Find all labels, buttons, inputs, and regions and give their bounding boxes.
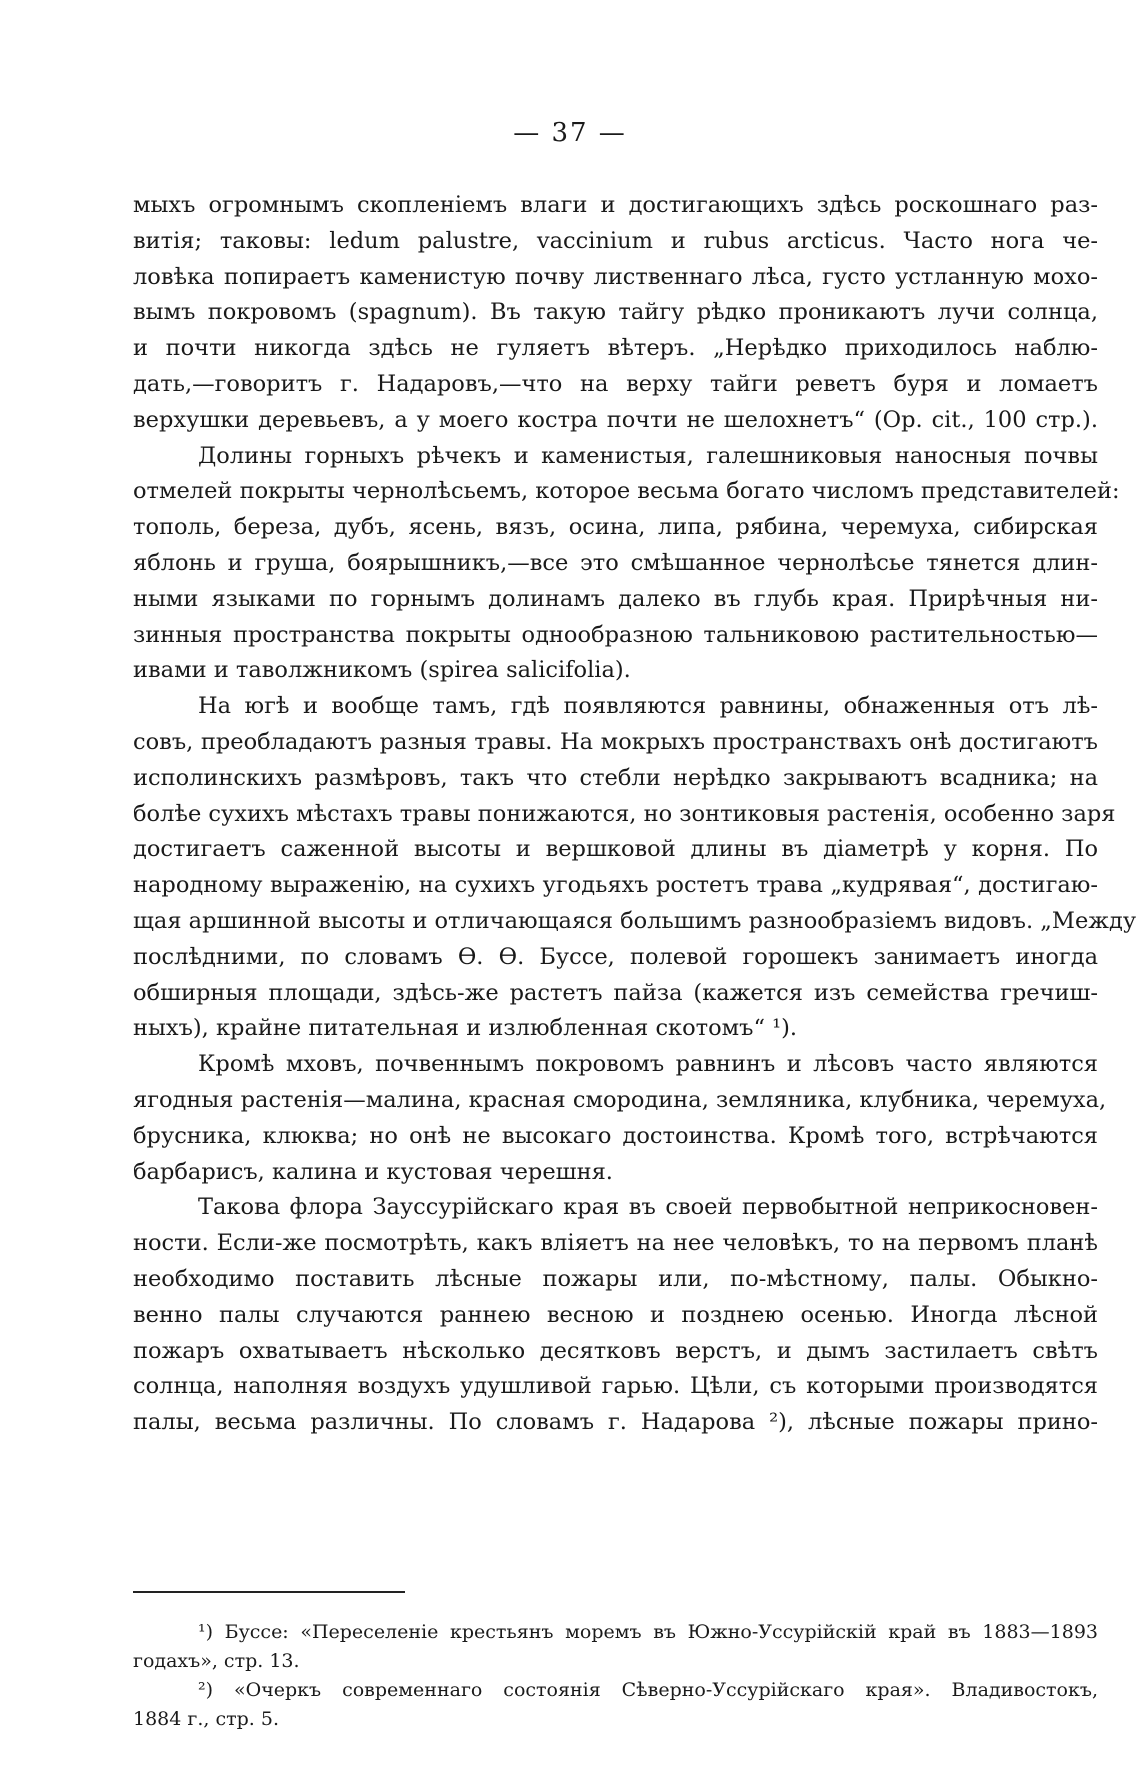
text-line: мыхъ огромнымъ скопленіемъ влаги и достигающихъ здѣсь роскошнаго раз- (133, 192, 1098, 218)
footnote-line: ¹) Буссе: «Переселеніе крестьянъ моремъ въ Южно-Уссурійскій край въ 1883—1893 (198, 1621, 1098, 1643)
text-line: ности. Если-же посмотрѣть, какъ вліяетъ на нее человѣкъ, то на первомъ планѣ (133, 1230, 1098, 1257)
text-line: На югѣ и вообще тамъ, гдѣ появляются равнины, обнаженныя отъ лѣ- (198, 693, 1098, 720)
footnote-line: 1884 г., стр. 5. (133, 1708, 279, 1730)
text-line: барбарисъ, калина и кустовая черешня. (133, 1158, 613, 1185)
text-line: солнца, наполняя воздухъ удушливой гарью. Цѣли, съ которыми производятся (133, 1373, 1098, 1400)
text-line: Такова флора Зауссурійскаго края въ своей первобытной неприкосновен- (198, 1194, 1098, 1221)
paragraph (133, 188, 1098, 439)
text-line: ныхъ), крайне питательная и излюбленная скотомъ“ ¹). (133, 1015, 798, 1042)
text-line: пожаръ охватываетъ нѣсколько десятковъ верстъ, и дымъ застилаетъ свѣтъ (133, 1337, 1098, 1364)
text-line: брусника, клюква; но онѣ не высокаго достоинства. Кромѣ того, встрѣчаются (133, 1122, 1098, 1149)
footnotes (133, 1618, 1098, 1734)
text-line: достигаетъ саженной высоты и вершковой длины въ діаметрѣ у корня. По (133, 836, 1098, 863)
text-line: народному выраженію, на сухихъ угодьяхъ ростетъ трава „кудрявая“, достигаю- (133, 872, 1098, 899)
text-line: исполинскихъ размѣровъ, такъ что стебли нерѣдко закрываютъ всадника; на (133, 764, 1098, 791)
text-line: отмелей покрыты чернолѣсьемъ, которое весьма богато числомъ представителей: (133, 478, 1120, 505)
text-line: Кромѣ мховъ, почвеннымъ покровомъ равнинъ и лѣсовъ часто являются (198, 1051, 1098, 1078)
text-line: необходимо поставить лѣсные пожары или, по-мѣстному, палы. Обыкно- (133, 1265, 1098, 1292)
footnote-divider (133, 1591, 405, 1593)
text-line: болѣе сухихъ мѣстахъ травы понижаются, но зонтиковыя растенія, особенно заря (133, 800, 1116, 827)
paragraph (133, 1190, 1098, 1441)
paragraph (133, 439, 1120, 690)
text-line: Долины горныхъ рѣчекъ и каменистыя, галешниковыя наносныя почвы (198, 442, 1098, 469)
paragraph (133, 689, 1137, 1047)
footnote (133, 1618, 1098, 1676)
paragraph (133, 1047, 1107, 1190)
text-line: обширныя площади, здѣсь-же растетъ пайза (кажется изъ семейства гречиш- (133, 979, 1098, 1006)
footnote-line: годахъ», стр. 13. (133, 1650, 300, 1672)
text-line: ными языками по горнымъ долинамъ далеко въ глубь края. Прирѣчныя ни- (133, 585, 1098, 612)
text-line: яблонь и груша, боярышникъ,—все это смѣшанное чернолѣсье тянется длин- (133, 549, 1098, 576)
text-line: венно палы случаются раннею весною и позднею осенью. Иногда лѣсной (133, 1301, 1098, 1328)
text-line: вымъ покровомъ (spagnum). Въ такую тайгу рѣдко проникаютъ лучи солнца, (133, 299, 1098, 326)
text-line: совъ, преобладаютъ разныя травы. На мокрыхъ пространствахъ онѣ достигаютъ (133, 728, 1098, 755)
text-line: и почти никогда здѣсь не гуляетъ вѣтеръ. „Нерѣдко приходилось наблю- (133, 335, 1098, 362)
text-line: ягодныя растенія—малина, красная смородина, земляника, клубника, черемуха, (133, 1086, 1107, 1113)
text-line: дать,—говоритъ г. Надаровъ,—что на верху тайги реветъ буря и ломаетъ (133, 370, 1098, 397)
text-line: верхушки деревьевъ, а у моего костра почти не шелохнетъ“ (Op. cit., 100 стр.). (133, 406, 1098, 433)
text-line: тополь, береза, дубъ, ясень, вязъ, осина, липа, рябина, черемуха, сибирская (133, 514, 1098, 541)
body-text (133, 188, 1137, 1441)
text-line: ивами и таволжникомъ (spirea salicifolia). (133, 657, 631, 684)
footnote-line: ²) «Очеркъ современнаго состоянія Сѣверно-Уссурійскаго края». Владивостокъ, (198, 1679, 1098, 1701)
page-number: — 37 — (513, 118, 627, 148)
text-line: витія; таковы: ledum palustre, vaccinium и rubus arcticus. Часто нога че- (133, 227, 1098, 254)
text-line: зинныя пространства покрыты однообразною тальниковою растительностью— (133, 621, 1098, 648)
text-line: ловѣка попираетъ каменистую почву лиственнаго лѣса, густо устланную мохо- (133, 263, 1098, 290)
text-line: послѣдними, по словамъ Ѳ. Ѳ. Буссе, полевой горошекъ занимаетъ иногда (133, 943, 1098, 970)
footnote (133, 1676, 1098, 1734)
text-line: щая аршинной высоты и отличающаяся большимъ разнообразіемъ видовъ. „Между (133, 907, 1137, 934)
text-line: палы, весьма различны. По словамъ г. Надарова ²), лѣсные пожары прино- (133, 1409, 1098, 1436)
